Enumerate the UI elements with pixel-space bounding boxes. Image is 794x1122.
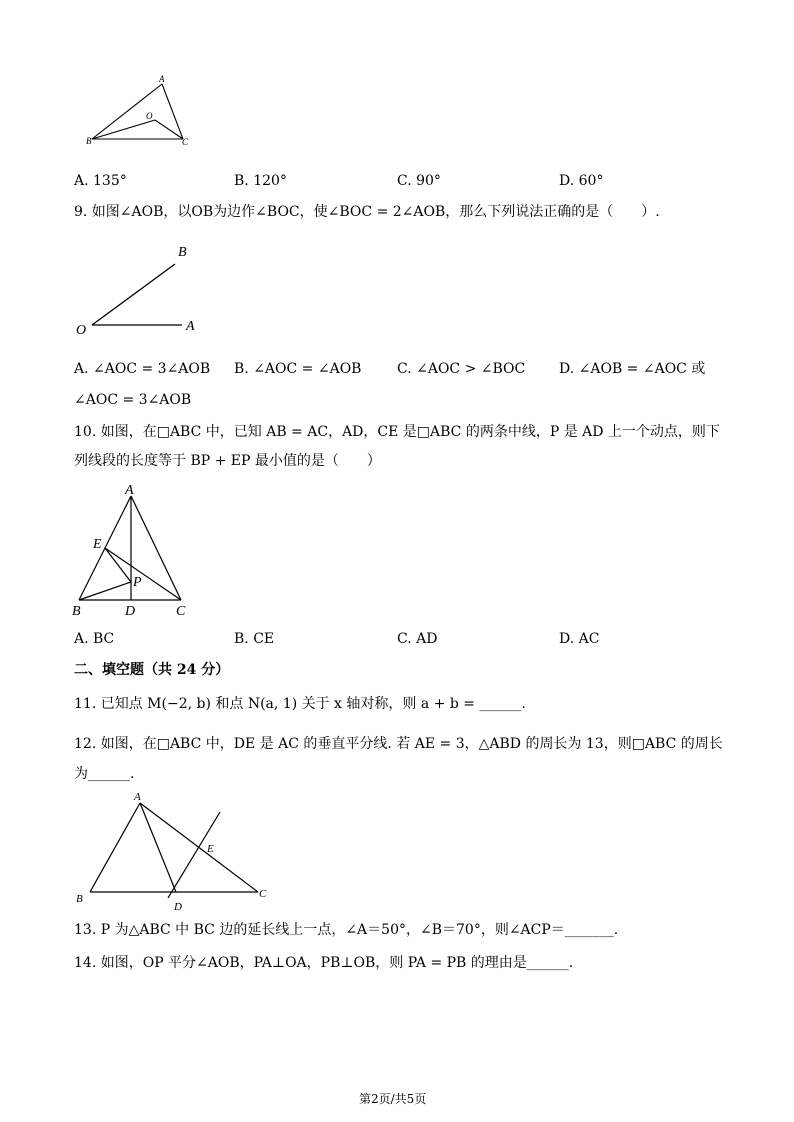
- q10-label-a: A: [125, 483, 134, 498]
- q9-label-a: A: [186, 319, 195, 334]
- q12-stem-line1: 12. 如图，在□ABC 中，DE 是 AC 的垂直平分线. 若 AE = 3，△ABD 的周长为 13，则□ABC 的周长: [74, 736, 723, 752]
- q9-angle-figure: [70, 238, 210, 338]
- page-number: 第2页/共5页: [359, 1092, 427, 1106]
- q8-label-o: O: [146, 111, 153, 121]
- section-title-fill-in: 二、填空题（共 24 分）: [74, 662, 230, 678]
- q10-triangle-figure: [68, 478, 208, 623]
- q12-label-a: A: [134, 791, 141, 803]
- q9-stem: 9. 如图∠AOB，以OB为边作∠BOC，使∠BOC = 2∠AOB，那么下列说法正确的是（ ）.: [74, 204, 660, 220]
- q10-option-c[interactable]: C. AD: [397, 631, 438, 647]
- q14-stem: 14. 如图，OP 平分∠AOB，PA⊥OA，PB⊥OB，则 PA = PB 的理由是______.: [74, 955, 574, 971]
- q8-triangle-figure: [80, 72, 200, 152]
- q8-label-c: C: [182, 137, 189, 147]
- q12-stem-line2: 为______.: [74, 766, 135, 782]
- q12-label-d: D: [174, 901, 182, 913]
- q10-label-d: D: [125, 604, 136, 619]
- q11-stem: 11. 已知点 M(−2, b) 和点 N(a, 1) 关于 x 轴对称，则 a + b = ______.: [74, 696, 526, 712]
- q10-stem-line2: 列线段的长度等于 BP + EP 最小值的是（ ）: [74, 453, 381, 469]
- q10-option-a[interactable]: A. BC: [74, 631, 115, 647]
- q9-option-a[interactable]: A. ∠AOC = 3∠AOB: [74, 361, 211, 377]
- q9-option-d-continued: ∠AOC = 3∠AOB: [74, 392, 192, 408]
- q8-option-d[interactable]: D. 60°: [559, 173, 604, 189]
- q10-label-e: E: [93, 537, 102, 552]
- q8-option-c[interactable]: C. 90°: [397, 173, 441, 189]
- q12-triangle-figure: [70, 790, 280, 913]
- q10-label-p: P: [133, 575, 142, 590]
- q12-label-b: B: [76, 893, 83, 905]
- q13-stem: 13. P 为△ABC 中 BC 边的延长线上一点，∠A＝50°，∠B＝70°，则∠ACP＝_______.: [74, 922, 619, 938]
- q9-label-o: O: [76, 323, 87, 338]
- q9-option-b[interactable]: B. ∠AOC = ∠AOB: [234, 361, 362, 377]
- q8-option-b[interactable]: B. 120°: [234, 173, 287, 189]
- q9-option-d[interactable]: D. ∠AOB = ∠AOC 或: [559, 361, 706, 377]
- q9-label-b: B: [178, 245, 187, 260]
- q9-option-c[interactable]: C. ∠AOC > ∠BOC: [397, 361, 526, 377]
- q10-option-b[interactable]: B. CE: [234, 631, 275, 647]
- q10-stem-line1: 10. 如图，在□ABC 中，已知 AB = AC，AD，CE 是□ABC 的两条中线，P 是 AD 上一个动点，则下: [74, 424, 720, 440]
- q10-option-d[interactable]: D. AC: [559, 631, 600, 647]
- q10-label-b: B: [72, 604, 81, 619]
- q8-label-a: A: [159, 74, 165, 84]
- q12-label-c: C: [259, 888, 267, 900]
- q8-label-b: B: [86, 136, 92, 146]
- q10-label-c: C: [176, 604, 186, 619]
- q8-option-a[interactable]: A. 135°: [74, 173, 127, 189]
- q12-label-e: E: [207, 843, 214, 855]
